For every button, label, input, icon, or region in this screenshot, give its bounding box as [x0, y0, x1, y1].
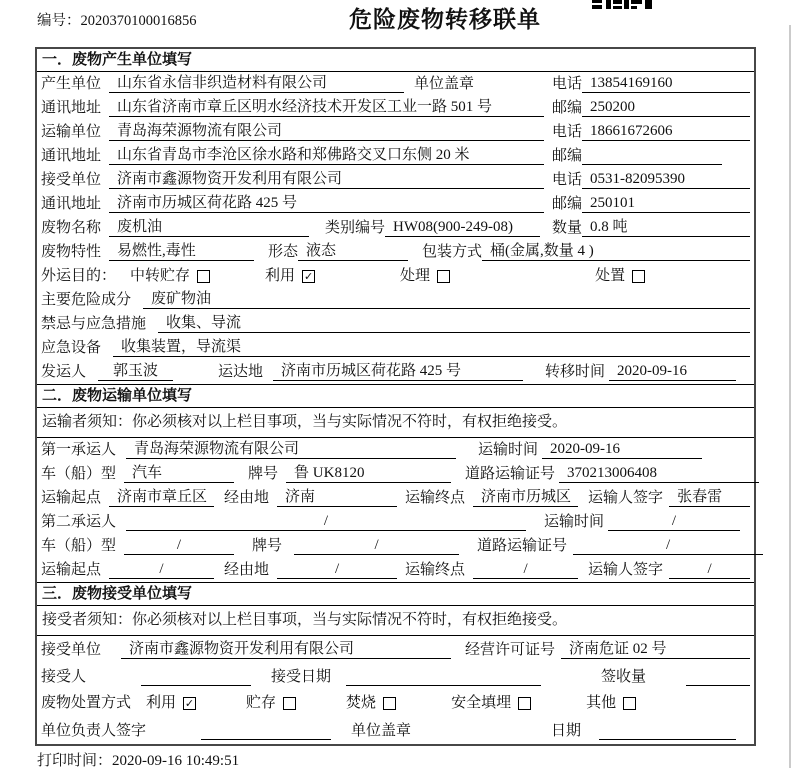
- checkbox-label: 利用: [265, 267, 296, 284]
- row-second-carrier: [37, 510, 754, 534]
- row-waste-property: [37, 240, 754, 264]
- waste-name-label: 废物名称: [41, 220, 102, 236]
- producer-label: 产生单位: [41, 76, 102, 92]
- via-value: /: [277, 561, 397, 579]
- phone-label: 电话: [551, 124, 582, 140]
- responsible-signature-label: 单位负责人签字: [41, 723, 147, 739]
- emergency-measures-label: 禁忌与应急措施: [41, 316, 147, 332]
- via-label: 经由地: [224, 490, 270, 506]
- row-transfer-purpose: [37, 264, 754, 288]
- purpose-option-dispose: [595, 268, 645, 285]
- zip-label: 邮编: [551, 148, 582, 164]
- section-producer: [37, 49, 754, 384]
- address-value: 山东省济南市章丘区明水经济技术开发区工业一路 501 号: [109, 99, 544, 117]
- origin-label: 运输起点: [41, 490, 102, 506]
- row-vehicle-type: [37, 462, 754, 486]
- row-responsible-signature: [37, 717, 754, 744]
- road-permit-label: 道路运输证号: [477, 538, 568, 554]
- row-emergency-measures: [37, 312, 754, 336]
- disposal-option-store: [246, 695, 296, 712]
- carrier-signature-value: 张春雷: [669, 489, 750, 507]
- checkbox-unchecked-icon: [197, 270, 210, 283]
- address-label: 通讯地址: [41, 148, 102, 164]
- transport-time-value: /: [608, 513, 740, 531]
- first-carrier-value: 青岛海荣源物流有限公司: [126, 441, 456, 459]
- zip-label: 邮编: [551, 100, 582, 116]
- row-transport-route-2: [37, 558, 754, 582]
- received-amount-label: 签收量: [601, 669, 647, 685]
- emergency-equipment-value: 收集装置，导流渠: [113, 339, 750, 357]
- emergency-equipment-label: 应急设备: [41, 340, 102, 356]
- checkbox-unchecked-icon: [623, 697, 636, 710]
- packing-value: 桶(金属,数量 4 ): [482, 243, 750, 261]
- destination-label: 运达地: [218, 364, 264, 380]
- checkbox-unchecked-icon: [283, 697, 296, 710]
- row-producer: [37, 72, 754, 96]
- disposal-method-label: 废物处置方式: [41, 695, 132, 711]
- first-carrier-label: 第一承运人: [41, 442, 117, 458]
- checkbox-label: 焚烧: [346, 695, 377, 711]
- address-label: 通讯地址: [41, 196, 102, 212]
- page-edge-divider: [789, 25, 791, 768]
- receive-date-value: [346, 669, 541, 686]
- receiving-unit-label: 接受单位: [41, 642, 102, 658]
- section-transport: [37, 384, 754, 582]
- address-label: 通讯地址: [41, 100, 102, 116]
- waste-property-label: 废物特性: [41, 244, 102, 260]
- road-permit-label: 道路运输证号: [465, 466, 556, 482]
- receiving-unit-value: 济南市鑫源物资开发利用有限公司: [121, 641, 451, 659]
- consignor-value: 郭玉波: [98, 363, 173, 381]
- terminus-value: /: [473, 561, 578, 579]
- category-code-label: 类别编号: [325, 220, 386, 236]
- section-receiver: [37, 582, 754, 744]
- receiver-notice: 接受者须知：你必须核对以上栏目事项，当与实际情况不符时，有权拒绝接受。: [37, 606, 754, 636]
- vehicle-type-value: /: [124, 537, 234, 555]
- unit-seal-label: 单位盖章: [414, 76, 475, 92]
- hazard-component-value: 废矿物油: [143, 291, 750, 309]
- purpose-option-utilize: [265, 268, 315, 285]
- page-title: 危险废物转移联单: [349, 6, 541, 32]
- road-permit-value: 370213006408: [559, 465, 759, 483]
- print-time-value: 2020-09-16 10:49:51: [112, 753, 240, 769]
- vehicle-type-label: 车（船）型: [41, 538, 117, 554]
- via-label: 经由地: [224, 562, 270, 578]
- form-state-label: 形态: [268, 244, 299, 260]
- second-carrier-value: /: [126, 513, 526, 531]
- receiver-person-value: [141, 669, 251, 686]
- checkbox-label: 中转贮存: [130, 267, 191, 284]
- transporter-label: 运输单位: [41, 124, 102, 140]
- checkbox-label: 利用: [146, 695, 177, 711]
- checkbox-unchecked-icon: [383, 697, 396, 710]
- phone-value: 0531-82095390: [582, 171, 750, 189]
- date-label: 日期: [551, 723, 582, 739]
- transfer-form-table: [35, 47, 756, 746]
- zip-value: [582, 148, 722, 165]
- category-code-value: HW08(900-249-08): [385, 219, 540, 237]
- destination-value: 济南市历城区荷花路 425 号: [273, 363, 523, 381]
- carrier-signature-label: 运输人签字: [588, 562, 664, 578]
- row-emergency-equipment: [37, 336, 754, 360]
- row-transporter: [37, 120, 754, 144]
- phone-label: 电话: [551, 76, 582, 92]
- phone-value: 13854169160: [582, 75, 750, 93]
- receiver-label: 接受单位: [41, 172, 102, 188]
- row-transport-route: [37, 486, 754, 510]
- transfer-time-value: 2020-09-16: [609, 363, 736, 381]
- vehicle-type-label: 车（船）型: [41, 466, 117, 482]
- plate-number-label: 牌号: [252, 538, 283, 554]
- section2-title: 二．废物运输单位填写: [37, 385, 754, 408]
- disposal-option-utilize: [146, 695, 196, 712]
- checkbox-label: 处理: [400, 267, 431, 284]
- checkbox-checked-icon: ✓: [184, 697, 195, 710]
- vehicle-type-value: 汽车: [124, 465, 234, 483]
- hazard-component-label: 主要危险成分: [41, 292, 132, 308]
- waste-name-value: 废机油: [109, 219, 309, 237]
- plate-number-label: 牌号: [248, 466, 279, 482]
- receive-date-label: 接受日期: [271, 669, 332, 685]
- row-consignor: [37, 360, 754, 384]
- disposal-option-incinerate: [346, 695, 396, 712]
- checkbox-unchecked-icon: [437, 270, 450, 283]
- print-time: [37, 749, 239, 770]
- qr-code-fragment: [592, 0, 652, 10]
- packing-label: 包装方式: [422, 244, 483, 260]
- transporter-notice: 运输者须知：你必须核对以上栏目事项，当与实际情况不符时，有权拒绝接受。: [37, 408, 754, 438]
- origin-label: 运输起点: [41, 562, 102, 578]
- carrier-signature-label: 运输人签字: [588, 490, 664, 506]
- road-permit-value: /: [573, 537, 763, 555]
- checkbox-unchecked-icon: [518, 697, 531, 710]
- section1-title: 一．废物产生单位填写: [37, 49, 754, 72]
- address-value: 山东省青岛市李沧区徐水路和郑佛路交叉口东侧 20 米: [109, 147, 544, 165]
- license-number-label: 经营许可证号: [465, 642, 556, 658]
- checkbox-label: 其他: [586, 695, 617, 711]
- row-waste-name: [37, 216, 754, 240]
- via-value: 济南: [277, 489, 397, 507]
- zip-label: 邮编: [551, 196, 582, 212]
- purpose-option-storage: [130, 268, 210, 285]
- row-vehicle-type-2: [37, 534, 754, 558]
- row-receiver: [37, 168, 754, 192]
- terminus-label: 运输终点: [405, 490, 466, 506]
- receiver-value: 济南市鑫源物资开发利用有限公司: [109, 171, 544, 189]
- phone-value: 18661672606: [582, 123, 750, 141]
- row-hazard-component: [37, 288, 754, 312]
- plate-number-value: /: [294, 537, 459, 555]
- consignor-label: 发运人: [41, 364, 87, 380]
- checkbox-label: 处置: [595, 267, 626, 284]
- row-receiver-person: [37, 663, 754, 690]
- emergency-measures-value: 收集、导流: [158, 315, 750, 333]
- zip-value: 250200: [582, 99, 750, 117]
- transfer-time-label: 转移时间: [545, 364, 606, 380]
- unit-seal-label: 单位盖章: [351, 723, 412, 739]
- purpose-option-treat: [400, 268, 450, 285]
- row-disposal-method: [37, 690, 754, 717]
- row-transporter-address: [37, 144, 754, 168]
- checkbox-checked-icon: ✓: [303, 269, 314, 283]
- disposal-option-other: [586, 695, 636, 712]
- origin-value: 济南市章丘区: [109, 489, 214, 507]
- terminus-label: 运输终点: [405, 562, 466, 578]
- transport-time-label: 运输时间: [478, 442, 539, 458]
- checkbox-unchecked-icon: [632, 270, 645, 283]
- date-value: [599, 723, 736, 740]
- received-amount-value: [686, 669, 750, 686]
- row-receiving-unit: [37, 636, 754, 663]
- checkbox-label: 安全填埋: [451, 695, 512, 711]
- phone-label: 电话: [551, 172, 582, 188]
- doc-number-value: 2020370100016856: [80, 13, 197, 29]
- responsible-signature-value: [201, 723, 331, 740]
- quantity-value: 0.8 吨: [582, 219, 750, 237]
- form-state-value: 液态: [298, 243, 408, 261]
- transporter-value: 青岛海荣源物流有限公司: [109, 123, 544, 141]
- waste-property-value: 易燃性,毒性: [109, 243, 254, 261]
- row-first-carrier: [37, 438, 754, 462]
- producer-value: 山东省永信非织造材料有限公司: [109, 75, 404, 93]
- row-receiver-address: [37, 192, 754, 216]
- doc-number-label: 编号：: [37, 13, 81, 29]
- receiver-person-label: 接受人: [41, 669, 87, 685]
- second-carrier-label: 第二承运人: [41, 514, 117, 530]
- plate-number-value: 鲁 UK8120: [286, 465, 451, 483]
- row-producer-address: [37, 96, 754, 120]
- disposal-option-landfill: [451, 695, 531, 712]
- checkbox-label: 贮存: [246, 695, 277, 711]
- quantity-label: 数量: [552, 220, 583, 236]
- terminus-value: 济南市历城区: [473, 489, 578, 507]
- transport-time-value: 2020-09-16: [542, 441, 702, 459]
- section3-title: 三．废物接受单位填写: [37, 583, 754, 606]
- transfer-purpose-label: 外运目的：: [41, 267, 117, 284]
- license-number-value: 济南危证 02 号: [561, 641, 750, 659]
- carrier-signature-value: /: [669, 561, 750, 579]
- print-time-label: 打印时间：: [37, 753, 113, 769]
- address-value: 济南市历城区荷花路 425 号: [109, 195, 544, 213]
- transport-time-label: 运输时间: [544, 514, 605, 530]
- origin-value: /: [109, 561, 214, 579]
- zip-value: 250101: [582, 195, 750, 213]
